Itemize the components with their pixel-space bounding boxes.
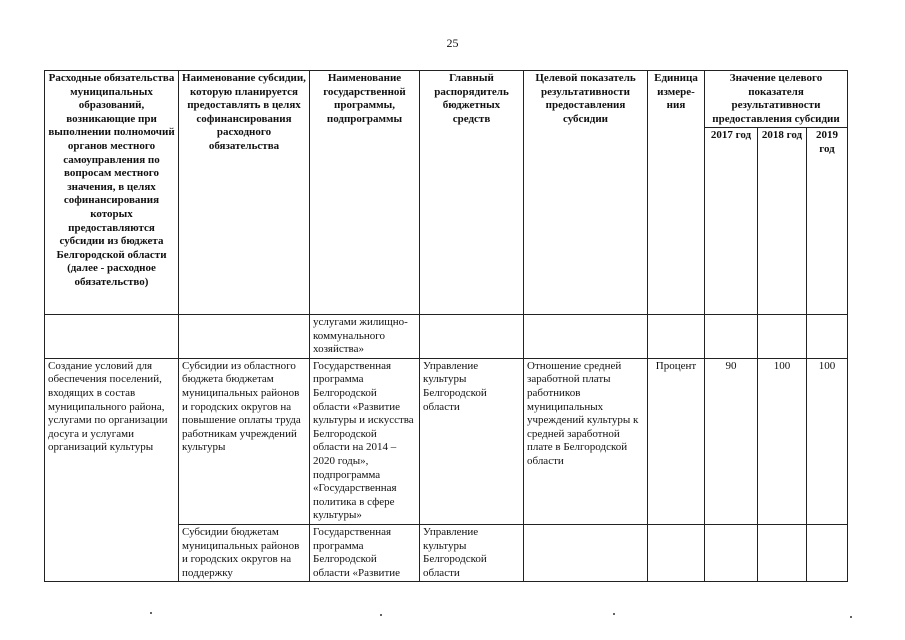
header-obligations: Расходные обязательства муниципальных образований, возникающие при выполнении полномочий органов местного самоуправления по вопросам местного значения, в целях софинансирования которых предоставляются субсидии из бюджета Белгородской области (далее - расходное обязательство) <box>45 71 179 315</box>
cell-program: Государственная программа Белгородской области «Развитие <box>310 524 420 581</box>
cell-empty <box>648 524 705 581</box>
header-year-2019: 2019 год <box>807 128 848 315</box>
cell-unit: Процент <box>648 358 705 524</box>
header-year-2017: 2017 год <box>705 128 758 315</box>
cell-empty <box>420 315 524 359</box>
cell-empty <box>648 315 705 359</box>
table-row-continuation <box>45 315 848 359</box>
cell-empty <box>705 315 758 359</box>
cell-empty <box>807 315 848 359</box>
cell-program: Государственная программа Белгородской области «Развитие культуры и искусства Белгородской области на 2014 – 2020 годы», подпрограмма «Государственная политика в сфере культуры» <box>310 358 420 524</box>
header-year-2018: 2018 год <box>758 128 807 315</box>
cell-empty <box>179 315 310 359</box>
header-indicator-values: Значение целевого показателя результативности предоставления субсидии <box>705 71 848 128</box>
cell-program-continuation: услугами жилищно-коммунального хозяйства» <box>310 315 420 359</box>
cell-obligation: Создание условий для обеспечения поселений, входящих в состав муниципального района, услугами по организации досуга и услугами организаций культуры <box>45 358 179 582</box>
scan-specks <box>0 610 905 620</box>
cell-empty <box>807 524 848 581</box>
header-row <box>45 71 848 128</box>
scan-speck <box>850 616 852 618</box>
cell-indicator: Отношение средней заработной платы работников муниципальных учреждений культуры к средней заработной плате в Белгородской области <box>524 358 648 524</box>
cell-value-2017: 90 <box>705 358 758 524</box>
cell-manager: Управление культуры Белгородской области <box>420 524 524 581</box>
cell-manager: Управление культуры Белгородской области <box>420 358 524 524</box>
header-target-indicator: Целевой показатель результативности предоставления субсидии <box>524 71 648 315</box>
header-unit: Единица измере-ния <box>648 71 705 315</box>
cell-empty <box>524 524 648 581</box>
header-budget-manager: Главный распорядитель бюджетных средств <box>420 71 524 315</box>
cell-empty <box>705 524 758 581</box>
cell-subsidy: Субсидии из областного бюджета бюджетам муниципальных районов и городских округов на повышение оплаты труда работникам учреждений культуры <box>179 358 310 524</box>
cell-value-2019: 100 <box>807 358 848 524</box>
subsidy-table <box>44 70 848 582</box>
table-row-culture <box>45 358 848 524</box>
scan-speck <box>380 614 382 616</box>
header-program-name: Наименование государственной программы, подпрограммы <box>310 71 420 315</box>
cell-empty <box>758 524 807 581</box>
cell-empty <box>524 315 648 359</box>
cell-empty <box>45 315 179 359</box>
cell-subsidy: Субсидии бюджетам муниципальных районов и городских округов на поддержку <box>179 524 310 581</box>
cell-value-2018: 100 <box>758 358 807 524</box>
header-subsidy-name: Наименование субсидии, которую планируется предоставлять в целях софинансирования расходного обязательства <box>179 71 310 315</box>
scan-speck <box>613 613 615 615</box>
cell-empty <box>758 315 807 359</box>
page-number: 25 <box>446 36 459 50</box>
scan-speck <box>150 612 152 614</box>
